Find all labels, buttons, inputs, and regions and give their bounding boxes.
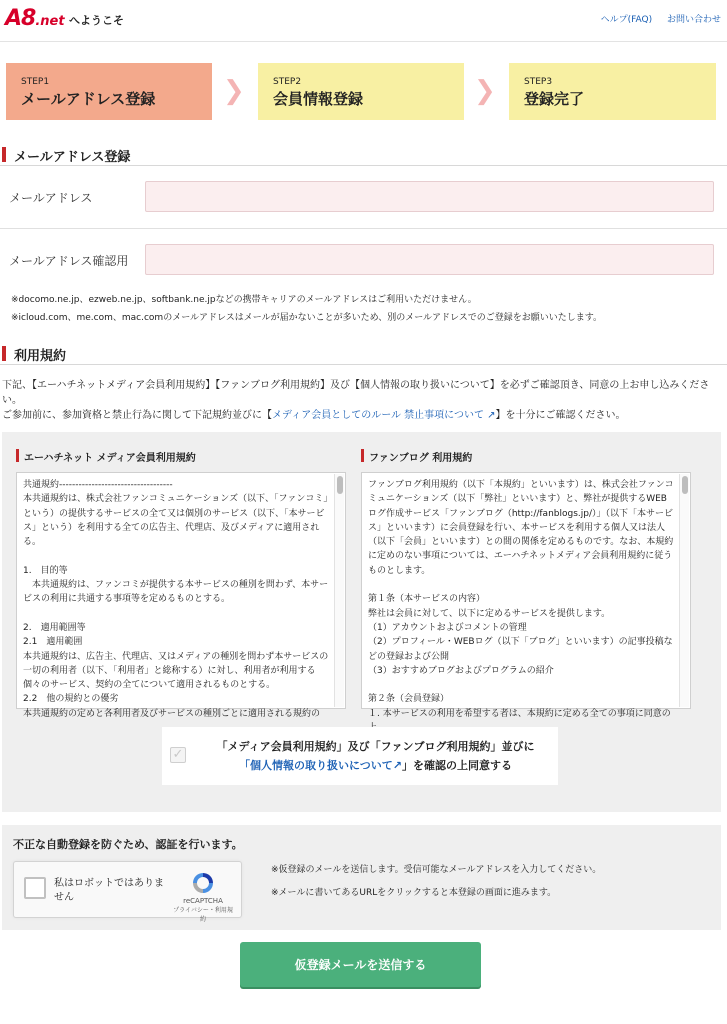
email-field[interactable] <box>145 181 714 212</box>
title-accent-bar <box>16 449 19 462</box>
agree-container <box>162 727 558 785</box>
scrollbar-thumb[interactable] <box>337 476 343 494</box>
chevron-right-icon: ❯ <box>474 76 496 106</box>
step-2-label: 会員情報登録 <box>273 90 364 108</box>
agree-label: 「メディア会員利用規約」及び「ファンブログ利用規約」並びに 「個人情報の取り扱いについて↗」を確認の上同意する <box>216 740 535 772</box>
recaptcha-label: 私はロボットではありません <box>54 878 164 903</box>
a8-logo[interactable]: A8.net <box>5 6 65 31</box>
welcome-text: へようこそ <box>69 14 124 27</box>
media-terms-scrollbox[interactable] <box>16 472 346 719</box>
step-1-number: STEP1 <box>21 77 50 87</box>
step-3-label: 登録完了 <box>524 90 585 108</box>
step-3-number: STEP3 <box>524 77 553 87</box>
heading-accent-bar <box>2 346 6 361</box>
recaptcha-checkbox[interactable] <box>24 877 46 899</box>
privacy-policy-link[interactable]: 「個人情報の取り扱いについて <box>239 759 393 772</box>
scrollbar[interactable] <box>334 474 344 707</box>
icloud-email-note: ※icloud.com、me.com、mac.comのメールアドレスはメールが届かないことが多いため、別のメールアドレスでのご登録をお願いいたします。 <box>11 313 603 323</box>
contact-link[interactable]: お問い合わせ <box>666 15 721 25</box>
external-link-icon: ↗ <box>483 410 496 421</box>
step-1-label: メールアドレス登録 <box>21 90 156 108</box>
scrollbar[interactable] <box>679 474 689 707</box>
fanblog-terms-column <box>361 447 691 719</box>
title-accent-bar <box>361 449 364 462</box>
url-click-note: ※メールに書いてあるURLをクリックすると本登録の画面に進みます。 <box>271 888 557 898</box>
email-confirm-field[interactable] <box>145 244 714 275</box>
external-link-icon: ↗ <box>392 759 402 772</box>
fanblog-terms-scrollbox[interactable] <box>361 472 691 719</box>
recaptcha-widget <box>13 861 242 923</box>
media-terms-text: 共通規約----------------------------------- 本共通規約は、株式会社ファンコミュニケーションズ（以下、「ファンコミ」という）の提供するサービスの全て又は個別のサービス（以下、「本サービス」という）を利用する全ての広告主、代理店、及びメディアに適用される。 1. 目的等 本共通規約は、ファンコミが提供する本サービスの種別を問わず、本サービスの利用に共通する事項等を定めるものとする。 2. 適用範囲等 2.1 適用範囲 本共通規約は、広告主、代理店、又はメディアの種別を問わず本サービスの一切の利用者（以下、「利用者」と総称する）に対し、利用者が利用する個々のサービス、契約の全てについて適用されるものとする。 2.2 他の規約との優劣 本共通規約の定めと各利用者及びサービスの種別ごとに適用される規約の <box>23 480 329 719</box>
terms-rules-notice: ご参加前に、参加資格と禁止行為に関して下記規約並びに【メディア会員としてのルール 禁止事項について ↗】を十分にご確認ください。 <box>2 410 626 421</box>
carrier-email-note: ※docomo.ne.jp、ezweb.ne.jp、softbank.ne.jpなどの携帯キャリアのメールアドレスはご利用いただけません。 <box>11 295 477 305</box>
captcha-panel <box>2 825 721 930</box>
recaptcha-brand: reCAPTCHA <box>183 897 223 905</box>
registration-steps <box>0 63 727 121</box>
header-links <box>589 12 721 25</box>
email-section-heading: メールアドレス登録 <box>0 144 727 166</box>
divider <box>0 228 727 229</box>
media-rules-link[interactable]: メディア会員としてのルール 禁止事項について <box>272 410 484 421</box>
email-label: メールアドレス <box>9 191 93 205</box>
fanblog-terms-text: ファンブログ利用規約（以下「本規約」といいます）は、株式会社ファンコミュニケーションズ（以下「弊社」といいます）と、弊社が提供するWEBログ作成サービス「ファンブログ（http://fanblogs.jp/）」（以下「本サービス」といいます）に会員登録を行い、本サービスを利用する個人又は法人（以下「会員」といいます）との間の関係を定めるものです。なお、本規約に定めのない事項については、エーハチネットメディア会員利用規約に従うものとします。 第１条（本サービスの内容） 弊社は会員に対して、以下に定めるサービスを提供します。 （1）アカウントおよびコメントの管理 （2）プロフィール・WEBログ（以下「ブログ」といいます）の記事投稿などの登録および公開 （3）おすすめブログおよびプログラムの紹介 第２条（会員登録） １. 本サービスの利用を希望する者は、本規約に定める全ての事項に同意の <box>368 480 674 719</box>
scrollbar-thumb[interactable] <box>682 476 688 494</box>
step-2-number: STEP2 <box>273 77 302 87</box>
agree-checkbox[interactable] <box>170 747 186 763</box>
terms-description: 下記、【エーハチネットメディア会員利用規約】【ファンブログ利用規約】及び【個人情報の取り扱いについて】を必ずご確認頂き、同意の上お申し込みください。 <box>2 380 710 406</box>
captcha-title: 不正な自動登録を防ぐため、認証を行います。 <box>13 838 243 851</box>
heading-accent-bar <box>2 147 6 162</box>
email-confirm-label: メールアドレス確認用 <box>9 254 129 268</box>
media-terms-title: エーハチネット メディア会員利用規約 <box>16 447 346 465</box>
send-mail-note: ※仮登録のメールを送信します。受信可能なメールアドレスを入力してください。 <box>271 865 602 875</box>
help-faq-link[interactable]: ヘルプ(FAQ) <box>600 15 653 25</box>
check-icon: ✓ <box>172 747 184 762</box>
chevron-right-icon: ❯ <box>223 76 245 106</box>
recaptcha-icon <box>190 870 216 896</box>
step-1 <box>6 63 212 120</box>
recaptcha-logo <box>173 870 233 923</box>
media-terms-column <box>16 447 346 719</box>
send-provisional-mail-button[interactable]: 仮登録メールを送信する <box>240 942 481 987</box>
step-2 <box>258 63 464 120</box>
step-3 <box>509 63 716 120</box>
terms-section-heading: 利用規約 <box>0 343 727 365</box>
fanblog-terms-title: ファンブログ 利用規約 <box>361 447 691 465</box>
site-header <box>0 0 727 42</box>
recaptcha-links[interactable]: プライバシー・利用規約 <box>173 907 233 923</box>
